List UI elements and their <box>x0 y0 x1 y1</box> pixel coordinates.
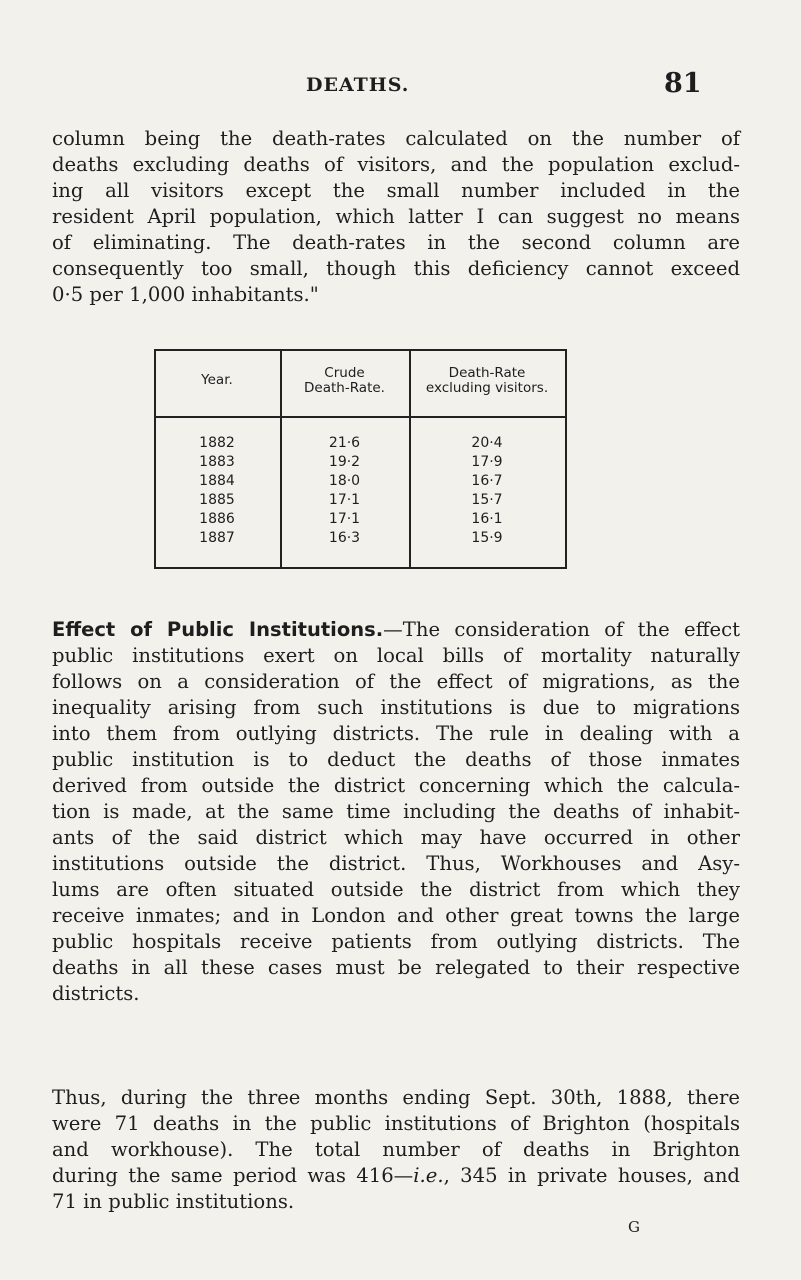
text-line: ants of the said district which may have occurred in other <box>52 826 740 849</box>
text-line: column being the death-rates calculated on the number of <box>52 127 740 150</box>
cell-crude: 17·1 <box>328 511 361 527</box>
text-line: public hospitals receive patients from outlying districts. The <box>52 930 740 953</box>
table-rule-header <box>154 416 567 418</box>
text-line <box>52 617 740 643</box>
header-excluding-line1: Death-Rate <box>448 365 526 381</box>
table-rule-top <box>154 349 567 351</box>
signature-mark: G <box>628 1218 640 1236</box>
text-line <box>52 1163 740 1189</box>
cell-crude: 18·0 <box>328 473 361 489</box>
text-line: deaths in all these cases must be relegated to their respective <box>52 956 740 979</box>
cell-excluding: 15·9 <box>471 530 503 546</box>
text-line: institutions outside the district. Thus, Workhouses and Asy- <box>52 852 740 875</box>
text-line: public institutions exert on local bills of mortality naturally <box>52 644 740 667</box>
cell-excluding: 16·1 <box>471 511 503 527</box>
text-line: 71 in public institutions. <box>52 1190 295 1213</box>
header-excluding <box>409 366 565 396</box>
table-body-excluding <box>409 434 565 548</box>
table-body-years <box>154 434 280 548</box>
table-rule-bottom <box>154 567 567 569</box>
text-line: into them from outlying districts. The rule in dealing with a <box>52 722 740 745</box>
cell-crude: 17·1 <box>328 492 361 508</box>
text-line: tion is made, at the same time including the deaths of inhabit- <box>52 800 740 823</box>
header-excluding-line2: excluding visitors. <box>425 380 549 396</box>
text-line: consequently too small, though this deficiency cannot exceed <box>52 257 740 280</box>
text-line: and workhouse). The total number of deaths in Brighton <box>52 1138 740 1161</box>
header-crude-line2: Death-Rate. <box>304 380 385 396</box>
text-line: derived from outside the district concerning which the calcula- <box>52 774 740 797</box>
text-fragment: during the same period was 416— <box>52 1164 414 1187</box>
cell-year: 1882 <box>199 435 235 451</box>
cell-excluding: 15·7 <box>471 492 503 508</box>
paragraph-brighton-example <box>52 1085 740 1215</box>
text-line: 0·5 per 1,000 inhabitants." <box>52 283 319 306</box>
text-line: deaths excluding deaths of visitors, and the population exclud- <box>52 153 740 176</box>
header-crude <box>280 366 409 396</box>
text-line: receive inmates; and in London and other great towns the large <box>52 904 740 927</box>
text-line: districts. <box>52 982 140 1005</box>
page-number: 81 <box>664 68 702 99</box>
cell-year: 1883 <box>199 454 235 470</box>
header-crude-line1: Crude <box>324 365 365 381</box>
cell-excluding: 16·7 <box>471 473 503 489</box>
text-line: public institution is to deduct the deaths of those inmates <box>52 748 740 771</box>
text-line: of eliminating. The death-rates in the second column are <box>52 231 740 254</box>
cell-year: 1885 <box>199 492 235 508</box>
text-fragment: , 345 in private houses, and <box>443 1164 740 1187</box>
text-fragment: —The consideration of the effect <box>383 618 740 641</box>
running-head <box>0 68 801 102</box>
cell-year: 1886 <box>199 511 235 527</box>
table-rule-right <box>565 349 567 569</box>
paragraph-continuation <box>52 126 740 308</box>
text-line: were 71 deaths in the public institutions of Brighton (hospitals <box>52 1112 740 1135</box>
text-fragment-italic: i.e. <box>413 1164 444 1187</box>
text-line: ing all visitors except the small number included in the <box>52 179 740 202</box>
running-head-title: DEATHS. <box>306 74 410 96</box>
text-line: Thus, during the three months ending Sept. 30th, 1888, there <box>52 1086 740 1109</box>
paragraph-public-institutions <box>52 617 740 1007</box>
cell-crude: 16·3 <box>328 530 361 546</box>
cell-crude: 19·2 <box>328 454 361 470</box>
cell-excluding: 17·9 <box>471 454 503 470</box>
death-rate-table <box>154 349 567 569</box>
cell-year: 1884 <box>199 473 235 489</box>
cell-year: 1887 <box>199 530 235 546</box>
text-line: inequality arising from such institutions is due to migrations <box>52 696 740 719</box>
table-body-crude <box>280 434 409 548</box>
header-year: Year. <box>201 372 233 388</box>
text-line: lums are often situated outside the district from which they <box>52 878 740 901</box>
section-heading: Effect of Public Institutions. <box>52 618 384 641</box>
cell-crude: 21·6 <box>328 435 361 451</box>
text-line: follows on a consideration of the effect of migrations, as the <box>52 670 740 693</box>
text-line: resident April population, which latter I can suggest no means <box>52 205 740 228</box>
cell-excluding: 20·4 <box>471 435 503 451</box>
